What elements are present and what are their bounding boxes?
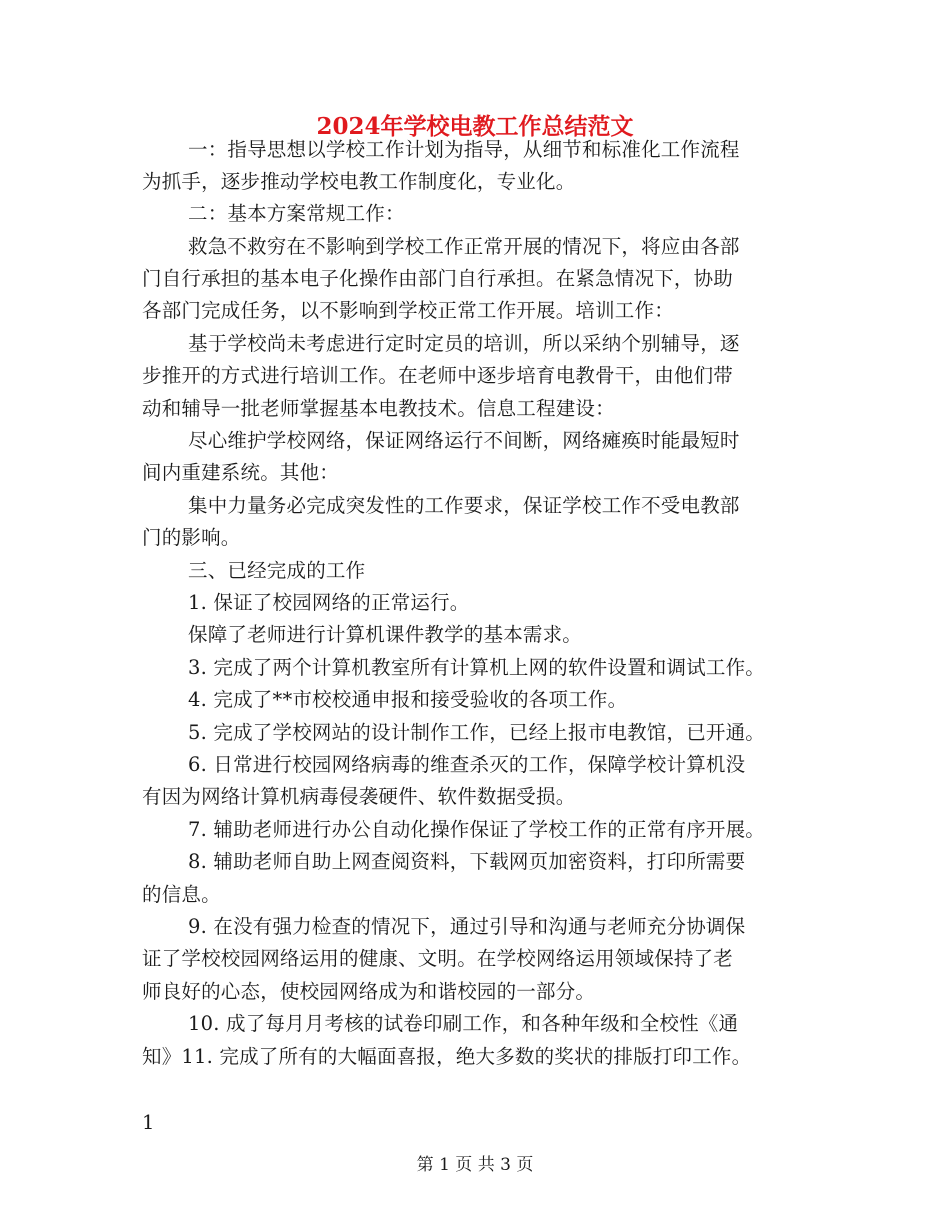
- list-item: 3. 完成了两个计算机教室所有计算机上网的软件设置和调试工作。: [188, 656, 766, 679]
- paragraph-line: 步推开的方式进行培训工作。在老师中逐步培育电教骨干，由他们带: [142, 364, 734, 387]
- list-item: 9. 在没有强力检查的情况下，通过引导和沟通与老师充分协调保: [188, 915, 746, 938]
- paragraph-line: 基于学校尚未考虑进行定时定员的培训，所以采纳个别辅导，逐: [188, 332, 740, 355]
- list-item-continuation: 证了学校校园网络运用的健康、文明。在学校网络运用领域保持了老: [142, 947, 734, 970]
- page-footer: 第 1 页 共 3 页: [416, 1155, 534, 1175]
- list-item: 保障了老师进行计算机课件教学的基本需求。: [188, 623, 583, 646]
- paragraph-line: 间内重建系统。其他：: [142, 461, 340, 484]
- list-item: 6. 日常进行校园网络病毒的维查杀灭的工作，保障学校计算机没: [188, 753, 746, 776]
- paragraph-line: 为抓手，逐步推动学校电教工作制度化，专业化。: [142, 170, 576, 193]
- list-item: 4. 完成了**市校校通申报和接受验收的各项工作。: [188, 688, 628, 711]
- paragraph-line: 门的影响。: [142, 526, 241, 549]
- list-item: 8. 辅助老师自助上网查阅资料，下载网页加密资料，打印所需要: [188, 850, 746, 873]
- paragraph-line: 救急不救穷在不影响到学校工作正常开展的情况下，将应由各部: [188, 235, 740, 258]
- paragraph-line: 动和辅导一批老师掌握基本电教技术。信息工程建设：: [142, 397, 615, 420]
- paragraph-line: 门自行承担的基本电子化操作由部门自行承担。在紧急情况下，协助: [142, 267, 734, 290]
- list-item-continuation: 师良好的心态，使校园网络成为和谐校园的一部分。: [142, 980, 596, 1003]
- paragraph-line: 集中力量务必完成突发性的工作要求，保证学校工作不受电教部: [188, 494, 740, 517]
- paragraph-line: 二：基本方案常规工作：: [188, 202, 405, 225]
- page-marker: 1: [142, 1111, 155, 1134]
- paragraph-line: 一：指导思想以学校工作计划为指导，从细节和标准化工作流程: [188, 138, 740, 161]
- paragraph-line: 尽心维护学校网络，保证网络运行不间断，网络瘫痪时能最短时: [188, 429, 740, 452]
- section-heading: 三、已经完成的工作: [188, 559, 366, 582]
- paragraph-line: 各部门完成任务，以不影响到学校正常工作开展。培训工作：: [142, 299, 674, 322]
- list-item: 10. 成了每月月考核的试卷印刷工作，和各种年级和全校性《通: [188, 1012, 739, 1035]
- list-item: 1. 保证了校园网络的正常运行。: [188, 591, 470, 614]
- list-item-continuation: 的信息。: [142, 883, 221, 906]
- list-item-continuation: 知》11. 完成了所有的大幅面喜报，绝大多数的奖状的排版打印工作。: [142, 1045, 752, 1068]
- document-title: 2024年学校电教工作总结范文: [316, 113, 634, 140]
- list-item: 7. 辅助老师进行办公自动化操作保证了学校工作的正常有序开展。: [188, 818, 766, 841]
- list-item: 5. 完成了学校网站的设计制作工作，已经上报市电教馆，已开通。: [188, 721, 766, 744]
- list-item-continuation: 有因为网络计算机病毒侵袭硬件、软件数据受损。: [142, 785, 576, 808]
